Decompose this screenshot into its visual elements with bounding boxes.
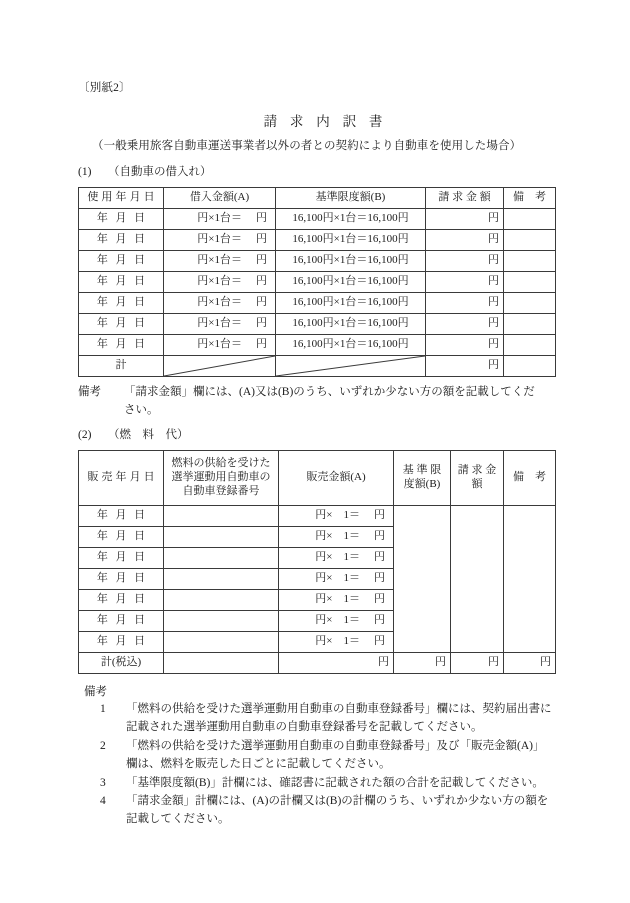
cell-remark[interactable]: [504, 208, 556, 229]
cell-remark-merged[interactable]: [504, 505, 556, 652]
col-header-sale-date: 販売年月日: [79, 450, 164, 505]
rental-amount-unit: 円: [256, 337, 267, 350]
cell-vehicle-registration[interactable]: [164, 631, 279, 652]
cell-sales-amount[interactable]: [279, 547, 394, 568]
cell-rental-amount[interactable]: [164, 250, 276, 271]
cell-rental-amount[interactable]: [164, 229, 276, 250]
sales-amount-unit: 円: [374, 593, 385, 606]
col-header-limit-amount: 基 準 限 度額(B): [394, 450, 451, 505]
cell-use-date[interactable]: [79, 208, 164, 229]
remark-item: [100, 792, 568, 829]
remark-item: [100, 774, 568, 792]
cell-use-date[interactable]: [79, 292, 164, 313]
remark-line: 「請求金額」計欄には、(A)の計欄又は(B)の計欄のうち、いずれか少ない方の額を: [126, 794, 549, 807]
section-1-note-line2: さい。: [124, 403, 159, 416]
cell-remark[interactable]: [504, 334, 556, 355]
rental-amount-unit: 円: [256, 232, 267, 245]
total-label: 計(税込): [79, 652, 164, 673]
cell-remark[interactable]: [504, 271, 556, 292]
rental-amount-formula: 円×1台＝: [197, 295, 242, 308]
cell-rental-amount[interactable]: [164, 208, 276, 229]
col-header-remark: 備 考: [504, 187, 556, 208]
section-1-note: [78, 384, 568, 420]
date-month-label: 月: [115, 614, 127, 627]
date-year-label: 年: [96, 316, 108, 329]
remark-item: [100, 700, 568, 737]
rental-amount-formula: 円×1台＝: [197, 253, 242, 266]
date-year-label: 年: [96, 211, 108, 224]
sales-amount-unit: 円: [374, 551, 385, 564]
cell-vehicle-registration[interactable]: [164, 526, 279, 547]
remarks-list: [78, 700, 568, 829]
remark-marker: 4: [100, 794, 106, 807]
remark-marker: 2: [100, 739, 106, 752]
cell-sales-amount[interactable]: [279, 589, 394, 610]
total-rental-amount-struck: [164, 355, 276, 376]
cell-sale-date[interactable]: [79, 505, 164, 526]
remark-line: 欄は、燃料を販売した日ごとに記載してください。: [126, 758, 391, 771]
date-year-label: 年: [96, 551, 108, 564]
date-month-label: 月: [115, 316, 127, 329]
cell-limit-amount: 16,100円×1台＝16,100円: [276, 292, 426, 313]
cell-rental-amount[interactable]: [164, 292, 276, 313]
remark-line: 「基準限度額(B)」計欄には、確認書に記載された額の合計を記載してください。: [126, 776, 544, 789]
remark-line: 「燃料の供給を受けた選挙運動用自動車の自動車登録番号」及び「販売金額(A)」: [126, 739, 545, 752]
vehicle-rental-rows: [79, 208, 556, 355]
cell-use-date[interactable]: [79, 250, 164, 271]
date-year-label: 年: [96, 295, 108, 308]
total-limit-amount[interactable]: 円: [394, 652, 451, 673]
date-year-label: 年: [96, 572, 108, 585]
fuel-cost-rows: [79, 505, 556, 652]
rental-amount-formula: 円×1台＝: [197, 232, 242, 245]
cell-claim-amount[interactable]: 円: [426, 334, 504, 355]
date-year-label: 年: [96, 337, 108, 350]
cell-claim-amount-merged[interactable]: [451, 505, 504, 652]
sales-amount-unit: 円: [374, 530, 385, 543]
cell-rental-amount[interactable]: [164, 334, 276, 355]
cell-use-date[interactable]: [79, 313, 164, 334]
cell-claim-amount[interactable]: 円: [426, 250, 504, 271]
rental-amount-unit: 円: [256, 274, 267, 287]
date-day-label: 日: [134, 593, 146, 606]
cell-limit-amount: 16,100円×1台＝16,100円: [276, 250, 426, 271]
date-year-label: 年: [96, 614, 108, 627]
cell-vehicle-registration[interactable]: [164, 610, 279, 631]
cell-claim-amount[interactable]: 円: [426, 208, 504, 229]
cell-remark[interactable]: [504, 229, 556, 250]
table-row[interactable]: [79, 505, 556, 526]
date-day-label: 日: [134, 274, 146, 287]
date-month-label: 月: [115, 211, 127, 224]
date-year-label: 年: [96, 509, 108, 522]
date-day-label: 日: [134, 614, 146, 627]
rental-amount-formula: 円×1台＝: [197, 274, 242, 287]
section-1-title: （自動車の借入れ）: [108, 166, 212, 179]
date-year-label: 年: [96, 593, 108, 606]
section-1-heading: [78, 165, 568, 181]
sales-amount-formula: 円× 1＝: [315, 551, 360, 564]
cell-sale-date[interactable]: [79, 610, 164, 631]
date-year-label: 年: [96, 253, 108, 266]
rental-amount-formula: 円×1台＝: [197, 337, 242, 350]
cell-sales-amount[interactable]: [279, 526, 394, 547]
cell-use-date[interactable]: [79, 271, 164, 292]
date-month-label: 月: [115, 551, 127, 564]
table-total-row: [79, 355, 556, 376]
remark-line: 記載された選挙運動用自動車の自動車登録番号を記載してください。: [126, 721, 483, 734]
cell-sales-amount[interactable]: [279, 505, 394, 526]
col-header-sales-amount: 販売金額(A): [279, 450, 394, 505]
date-month-label: 月: [115, 530, 127, 543]
col-header-remark: 備 考: [504, 450, 556, 505]
remark-item: [100, 737, 568, 774]
total-remark[interactable]: 円: [504, 652, 556, 673]
sales-amount-unit: 円: [374, 635, 385, 648]
date-day-label: 日: [134, 509, 146, 522]
cell-limit-amount: 16,100円×1台＝16,100円: [276, 229, 426, 250]
vehicle-rental-table: [78, 187, 556, 377]
date-year-label: 年: [96, 635, 108, 648]
cell-vehicle-registration[interactable]: [164, 589, 279, 610]
cell-use-date[interactable]: [79, 334, 164, 355]
total-remark[interactable]: [504, 355, 556, 376]
rental-amount-unit: 円: [256, 295, 267, 308]
cell-limit-amount-merged[interactable]: [394, 505, 451, 652]
sales-amount-formula: 円× 1＝: [315, 635, 360, 648]
cell-rental-amount[interactable]: [164, 313, 276, 334]
table-total-row: [79, 652, 556, 673]
date-month-label: 月: [115, 635, 127, 648]
col-header-vehicle-registration: 燃料の供給を受けた 選挙運動用自動車の 自動車登録番号: [164, 450, 279, 505]
cell-claim-amount[interactable]: 円: [426, 229, 504, 250]
col-header-use-date: 使用年月日: [79, 187, 164, 208]
date-day-label: 日: [134, 530, 146, 543]
section-2-number: (2): [78, 429, 92, 442]
col-header-claim-amount: 請 求 金 額: [426, 187, 504, 208]
sales-amount-formula: 円× 1＝: [315, 572, 360, 585]
table-row[interactable]: [79, 271, 556, 292]
page-title: 請 求 内 訳 書: [263, 113, 388, 129]
cell-sale-date[interactable]: [79, 547, 164, 568]
rental-amount-unit: 円: [256, 211, 267, 224]
remarks-heading: 備考: [84, 685, 107, 698]
total-claim-amount[interactable]: 円: [426, 355, 504, 376]
sales-amount-formula: 円× 1＝: [315, 614, 360, 627]
cell-vehicle-registration[interactable]: [164, 547, 279, 568]
document-tag: 〔別紙2〕: [78, 82, 131, 94]
cell-sale-date[interactable]: [79, 589, 164, 610]
section-1-number: (1): [78, 166, 92, 179]
date-month-label: 月: [115, 337, 127, 350]
total-label: 計: [79, 355, 164, 376]
table-header-row: [79, 450, 556, 505]
date-month-label: 月: [115, 593, 127, 606]
table-row[interactable]: [79, 334, 556, 355]
date-month-label: 月: [115, 295, 127, 308]
date-day-label: 日: [134, 295, 146, 308]
sales-amount-formula: 円× 1＝: [315, 509, 360, 522]
cell-vehicle-registration[interactable]: [164, 568, 279, 589]
table-row[interactable]: [79, 313, 556, 334]
remark-line: 記載してください。: [126, 813, 230, 826]
section-1-note-line1: 「請求金額」欄には、(A)又は(B)のうち、いずれか少ない方の額を記載してくだ: [124, 385, 535, 398]
col-header-rental-amount: 借入金額(A): [164, 187, 276, 208]
cell-claim-amount[interactable]: 円: [426, 313, 504, 334]
sales-amount-unit: 円: [374, 572, 385, 585]
rental-amount-formula: 円×1台＝: [197, 316, 242, 329]
date-day-label: 日: [134, 337, 146, 350]
cell-sales-amount[interactable]: [279, 568, 394, 589]
table-row[interactable]: [79, 229, 556, 250]
date-year-label: 年: [96, 274, 108, 287]
cell-claim-amount[interactable]: 円: [426, 292, 504, 313]
col-header-limit-amount: 基準限度額(B): [276, 187, 426, 208]
section-2-heading: [78, 428, 568, 444]
document-subtitle: （一般乗用旅客自動車運送事業者以外の者との契約により自動車を使用した場合）: [92, 139, 522, 152]
fuel-cost-table: [78, 450, 556, 674]
cell-remark[interactable]: [504, 250, 556, 271]
date-month-label: 月: [115, 253, 127, 266]
date-day-label: 日: [134, 232, 146, 245]
date-year-label: 年: [96, 530, 108, 543]
cell-remark[interactable]: [504, 313, 556, 334]
cell-sales-amount[interactable]: [279, 610, 394, 631]
date-month-label: 月: [115, 509, 127, 522]
table-row[interactable]: [79, 292, 556, 313]
cell-rental-amount[interactable]: [164, 271, 276, 292]
cell-limit-amount: 16,100円×1台＝16,100円: [276, 313, 426, 334]
section-2-title: （燃 料 代）: [108, 429, 189, 442]
date-year-label: 年: [96, 232, 108, 245]
remark-line: 「燃料の供給を受けた選挙運動用自動車の自動車登録番号」欄には、契約届出書に: [126, 702, 552, 715]
date-month-label: 月: [115, 232, 127, 245]
table-header-row: [79, 187, 556, 208]
total-vehicle-registration[interactable]: [164, 652, 279, 673]
cell-limit-amount: 16,100円×1台＝16,100円: [276, 208, 426, 229]
rental-amount-formula: 円×1台＝: [197, 211, 242, 224]
remark-marker: 1: [100, 702, 106, 715]
date-day-label: 日: [134, 635, 146, 648]
date-month-label: 月: [115, 274, 127, 287]
cell-vehicle-registration[interactable]: [164, 505, 279, 526]
cell-sale-date[interactable]: [79, 526, 164, 547]
rental-amount-unit: 円: [256, 316, 267, 329]
cell-remark[interactable]: [504, 292, 556, 313]
section-1-note-lead: 備考: [78, 385, 101, 398]
cell-limit-amount: 16,100円×1台＝16,100円: [276, 271, 426, 292]
sales-amount-unit: 円: [374, 614, 385, 627]
cell-limit-amount: 16,100円×1台＝16,100円: [276, 334, 426, 355]
total-limit-amount-struck: [276, 355, 426, 376]
date-day-label: 日: [134, 211, 146, 224]
total-claim-amount[interactable]: 円: [451, 652, 504, 673]
cell-sale-date[interactable]: [79, 568, 164, 589]
remark-marker: 3: [100, 776, 106, 789]
table-row[interactable]: [79, 208, 556, 229]
total-sales-amount[interactable]: 円: [279, 652, 394, 673]
cell-use-date[interactable]: [79, 229, 164, 250]
date-month-label: 月: [115, 572, 127, 585]
sales-amount-unit: 円: [374, 509, 385, 522]
sales-amount-formula: 円× 1＝: [315, 593, 360, 606]
rental-amount-unit: 円: [256, 253, 267, 266]
cell-sales-amount[interactable]: [279, 631, 394, 652]
date-day-label: 日: [134, 551, 146, 564]
date-day-label: 日: [134, 316, 146, 329]
col-header-claim-amount: 請 求 金 額: [451, 450, 504, 505]
cell-sale-date[interactable]: [79, 631, 164, 652]
date-day-label: 日: [134, 253, 146, 266]
table-row[interactable]: [79, 250, 556, 271]
sales-amount-formula: 円× 1＝: [315, 530, 360, 543]
date-day-label: 日: [134, 572, 146, 585]
cell-claim-amount[interactable]: 円: [426, 271, 504, 292]
